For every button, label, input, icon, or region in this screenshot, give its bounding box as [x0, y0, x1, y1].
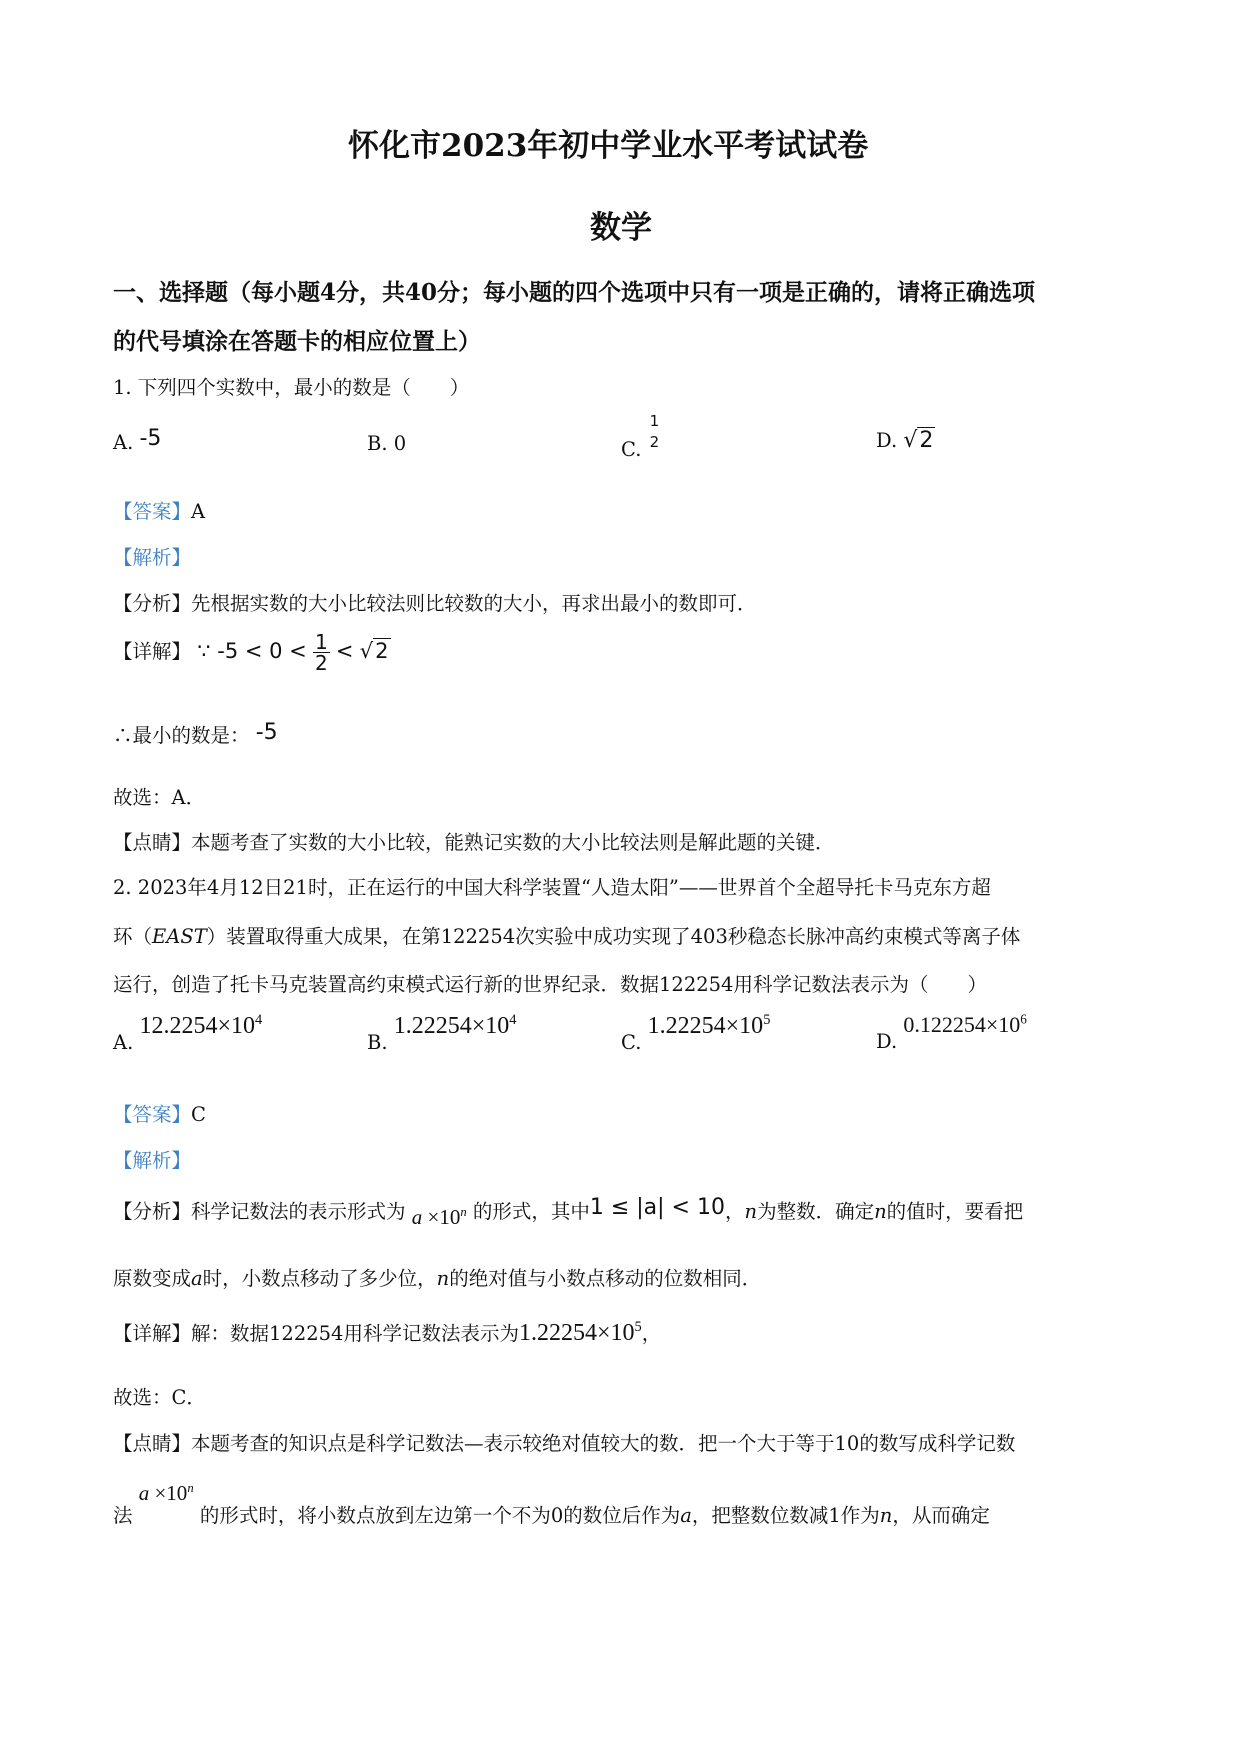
- q2-option-a: [113, 1012, 263, 1054]
- q2-xiangjie: [113, 1318, 661, 1347]
- fenxi-text: 科学记数法的表示形式为: [191, 1200, 406, 1223]
- option-label: D.: [876, 429, 898, 452]
- dianjing-text: 本题考查了实数的大小比较，能熟记实数的大小比较法则是解此题的关键．: [191, 831, 835, 854]
- fraction: [648, 414, 662, 450]
- section-heading-line1: 一、选择题（每小题4分，共40分；每小题的四个选项中只有一项是正确的，请将正确选项: [113, 279, 1036, 306]
- q1-conclusion: 故选：A．: [113, 786, 206, 809]
- xiangjie-text: 解：数据122254用科学记数法表示为: [191, 1322, 519, 1345]
- dianjing-text: ，从而确定: [892, 1504, 990, 1527]
- var-n: n: [744, 1200, 758, 1223]
- radicand: 2: [919, 428, 934, 453]
- xiangjie-less-than: <: [335, 639, 354, 663]
- q2-dianjing-line1: [113, 1428, 1015, 1456]
- q2-option-d: [876, 1012, 1027, 1054]
- fraction-numerator: 1: [314, 630, 328, 654]
- var-a: a: [680, 1504, 692, 1527]
- q2-fenxi-line1: [113, 1195, 1024, 1229]
- option-value: [139, 1013, 262, 1039]
- q1-option-c: [621, 412, 661, 461]
- therefore-value: -5: [255, 720, 278, 745]
- fraction-denominator: 2: [314, 651, 328, 675]
- subject-title: 数学: [590, 210, 652, 246]
- q2-stem-line2: [113, 921, 1020, 949]
- section-heading-line2: 的代号填涂在答题卡的相应位置上）: [113, 328, 481, 355]
- sci-notation-expr: [412, 1205, 467, 1229]
- answer-tag: 【答案】: [113, 1103, 192, 1126]
- fenxi-text: ，: [724, 1200, 745, 1223]
- option-mantissa: 12.2254×10: [139, 1013, 256, 1039]
- option-label: D.: [876, 1030, 898, 1054]
- q1-option-d: [876, 428, 935, 453]
- therefore-text: ∴最小的数是：: [113, 724, 250, 747]
- q1-therefore: [113, 720, 278, 748]
- q2-fenxi-line2: [113, 1263, 761, 1291]
- stem-text: ）装置取得重大成果，在第122254次实验中成功实现了403秒稳态长脉冲高约束模式等离子体: [206, 925, 1021, 948]
- q2-stem-line3: 运行，创造了托卡马克装置高约束模式运行新的世界纪录．数据122254用科学记数法表示为（ ）: [113, 973, 987, 996]
- q1-xiangjie: [113, 632, 391, 673]
- q2-stem-line1: 2. 2023年4月12日21时，正在运行的中国大科学装置“人造太阳”——世界首个全超导托卡马克东方超: [113, 876, 991, 899]
- fenxi-text: 的绝对值与小数点移动的位数相同．: [449, 1267, 762, 1290]
- option-exponent: 4: [509, 1012, 517, 1028]
- answer-value: C: [191, 1103, 206, 1126]
- option-value: [903, 1012, 1027, 1037]
- option-label: A.: [113, 1031, 134, 1054]
- exponent: 5: [634, 1319, 642, 1335]
- var-n: n: [879, 1504, 893, 1527]
- fenxi-text: 的形式，其中: [472, 1200, 590, 1223]
- var-n: n: [874, 1200, 887, 1223]
- fenxi-text: 先根据实数的大小比较法则比较数的大小，再求出最小的数即可．: [191, 592, 757, 615]
- xiangjie-text: ，: [641, 1322, 662, 1345]
- dianjing-text: 本题考查的知识点是科学记数法—表示较绝对值较大的数．把一个大于等于10的数写成科学记数: [191, 1432, 1016, 1455]
- dianjing-text: ，把整数位数减1作为: [691, 1504, 880, 1527]
- option-label: C.: [621, 1031, 642, 1054]
- dianjing-text: 的形式时，将小数点放到左边第一个不为0的数位后作为: [199, 1504, 681, 1527]
- option-mantissa: 1.22254×10: [647, 1013, 764, 1039]
- fenxi-text: 的值时，要看把: [886, 1200, 1024, 1223]
- q1-option-b: [367, 432, 406, 455]
- var-a: a: [191, 1267, 203, 1290]
- fenxi-text: 原数变成: [113, 1267, 192, 1290]
- q2-option-c: [621, 1012, 771, 1054]
- var-a: a: [411, 1205, 423, 1229]
- sqrt-expression: [360, 639, 391, 663]
- fraction-denominator: 2: [649, 433, 660, 451]
- sqrt-sign: √: [359, 639, 374, 663]
- fenxi-tag: 【分析】: [113, 592, 192, 615]
- option-label: C.: [621, 437, 642, 461]
- times-ten: ×10: [422, 1205, 461, 1229]
- q2-answer: [113, 1099, 206, 1127]
- q1-fenxi: [113, 588, 757, 616]
- dianjing-text: 法: [113, 1504, 133, 1527]
- range-expr: 1 ≤ |a| < 10: [589, 1195, 725, 1220]
- q2-conclusion: 故选：C．: [113, 1386, 206, 1409]
- east-italic: EAST: [152, 925, 207, 948]
- option-label: A.: [113, 431, 134, 454]
- q1-analysis-tag: 【解析】: [113, 546, 192, 569]
- option-mantissa: 0.122254×10: [903, 1012, 1021, 1038]
- times-ten: ×10: [149, 1481, 188, 1505]
- q1-stem: 1. 下列四个实数中，最小的数是（ ）: [113, 376, 470, 399]
- fenxi-tag: 【分析】: [113, 1200, 192, 1223]
- answer-tag: 【答案】: [113, 500, 192, 523]
- mantissa: 1.22254×10: [518, 1320, 635, 1346]
- dianjing-rest: [200, 1504, 990, 1527]
- option-value: 0: [393, 432, 407, 455]
- fenxi-text: 为整数．确定: [757, 1200, 875, 1223]
- xiangjie-tag: 【详解】: [113, 640, 192, 663]
- page-title: 怀化市2023年初中学业水平考试试卷: [348, 128, 869, 164]
- var-n: n: [187, 1481, 194, 1495]
- var-a: a: [138, 1481, 150, 1505]
- dianjing-tag: 【点睛】: [113, 831, 192, 854]
- q2-option-b: [367, 1012, 517, 1054]
- option-exponent: 5: [763, 1012, 771, 1028]
- answer-value: A: [191, 500, 206, 523]
- fraction-numerator: 1: [649, 412, 660, 430]
- q2-analysis-tag: 【解析】: [113, 1149, 192, 1172]
- sci-notation-expr: [139, 1481, 194, 1505]
- stem-text: 环（: [113, 925, 153, 948]
- xiangjie-value: [519, 1320, 642, 1346]
- option-value: -5: [139, 426, 162, 451]
- option-value: [394, 1013, 517, 1039]
- fenxi-text: 时，小数点移动了多少位，: [202, 1267, 437, 1290]
- sqrt-sign: √: [903, 428, 918, 453]
- sqrt-expression: [903, 428, 935, 453]
- q2-dianjing-line2: [113, 1481, 990, 1527]
- option-exponent: 6: [1020, 1012, 1027, 1027]
- option-label: B.: [367, 1031, 388, 1054]
- q1-dianjing: [113, 827, 835, 855]
- var-n: n: [436, 1267, 450, 1290]
- q1-option-a: [113, 426, 162, 455]
- radicand: 2: [375, 639, 389, 663]
- xiangjie-tag: 【详解】: [113, 1322, 192, 1345]
- xiangjie-math-a: ∵ -5 < 0 <: [197, 639, 307, 663]
- dianjing-tag: 【点睛】: [113, 1432, 192, 1455]
- q1-answer: [113, 496, 205, 524]
- option-exponent: 4: [255, 1012, 263, 1028]
- option-value: [648, 1013, 771, 1039]
- option-label: B.: [367, 432, 388, 455]
- xiangjie-fraction: [313, 632, 330, 673]
- var-n: n: [460, 1205, 467, 1219]
- option-mantissa: 1.22254×10: [393, 1013, 510, 1039]
